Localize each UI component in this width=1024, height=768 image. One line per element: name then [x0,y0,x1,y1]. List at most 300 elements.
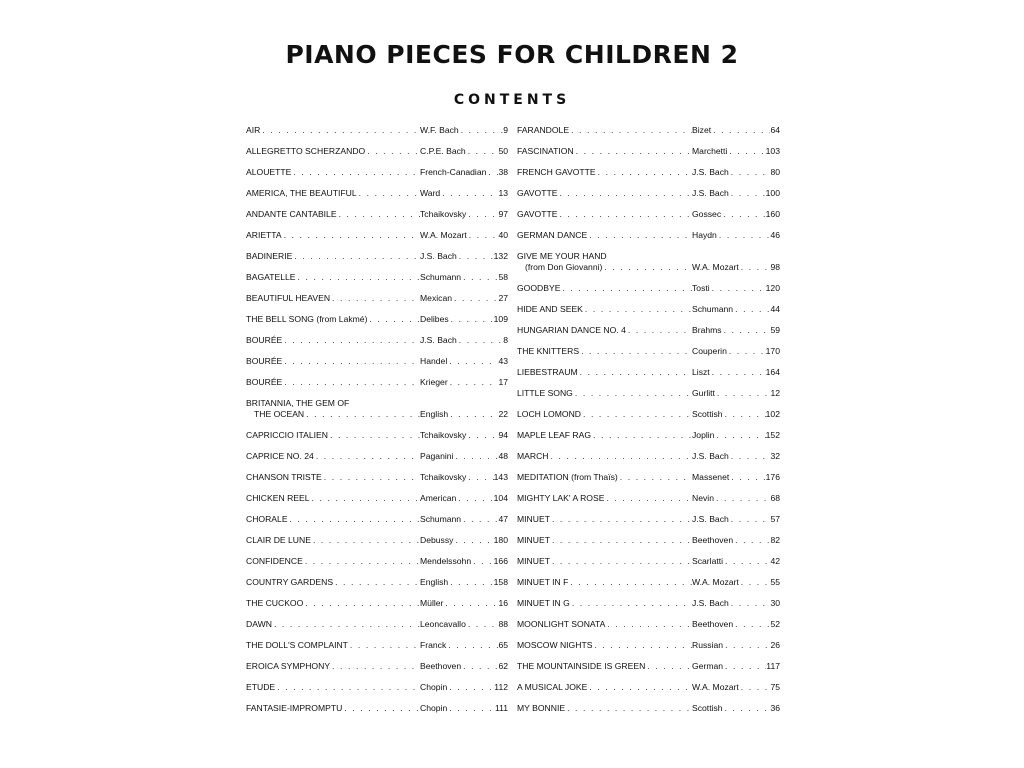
composer-and-page [692,388,780,399]
entry-page-number: 50 [498,146,508,156]
dot-leader [296,272,420,283]
dot-leader [605,619,692,630]
composer-and-page [420,472,508,483]
entry-title: THE KNITTERS [517,346,580,356]
composer-and-page [692,325,780,336]
entry-composer: German [692,661,724,671]
contents-entry [517,325,780,336]
composer-and-page [692,535,780,546]
dot-leader [303,598,420,609]
dot-leader [570,598,692,609]
contents-entry [517,451,780,462]
dot-leader [486,167,498,178]
contents-entry [517,682,780,693]
entry-composer: J.S. Bach [692,598,729,608]
composer-and-page [692,577,780,588]
entry-title: LITTLE SONG [517,388,573,398]
composer-and-page [692,703,780,714]
contents-entry [517,598,780,609]
dot-leader [602,262,692,273]
composer-and-page [420,146,508,157]
entry-composer: W.A. Mozart [692,682,739,692]
entry-composer: J.S. Bach [692,451,729,461]
composer-and-page [420,335,508,346]
dot-leader [723,703,771,714]
contents-entry [517,388,780,399]
contents-entry [517,661,780,672]
dot-leader [710,283,766,294]
entry-composer: American [420,493,457,503]
composer-and-page [692,430,780,441]
entry-title: BRITANNIA, THE GEM OF [246,398,350,408]
entry-page-number: 55 [770,577,780,587]
composer-and-page [692,262,780,273]
entry-page-number: 12 [770,388,780,398]
entry-page-number: 65 [498,640,508,650]
entry-composer: J.S. Bach [420,335,457,345]
dot-leader [727,346,766,357]
contents-entry [517,409,780,420]
composer-and-page [692,472,780,483]
entry-title: MINUET IN F [517,577,569,587]
dot-leader [282,335,420,346]
composer-and-page [692,346,780,357]
composer-and-page [420,230,508,241]
contents-entry [246,535,508,546]
dot-leader [466,430,498,441]
composer-and-page [692,493,780,504]
entry-page-number: 75 [770,682,780,692]
composer-and-page [420,430,508,441]
dot-leader [739,577,771,588]
entry-title: MINUET [517,535,550,545]
dot-leader [314,451,420,462]
composer-and-page [420,493,508,504]
entry-page-number: 98 [770,262,780,272]
contents-entry [517,209,780,220]
composer-and-page [420,377,508,388]
composer-and-page [420,451,508,462]
dot-leader [626,325,692,336]
dot-leader [446,640,498,651]
dot-leader [282,230,420,241]
entry-composer: Tchaikovsky [420,430,467,440]
entry-composer: Massenet [692,472,730,482]
dot-leader [727,146,765,157]
entry-page-number: 13 [498,188,508,198]
entry-page-number: 152 [765,430,780,440]
entry-title: FARANDOLE [517,125,570,135]
composer-and-page [420,293,508,304]
dot-leader [260,125,420,136]
entry-page-number: 8 [503,335,508,345]
dot-leader [721,209,766,220]
contents-entry [246,125,508,136]
entry-page-number: 132 [493,251,508,261]
entry-title: MINUET [517,514,550,524]
entry-composer: W.A. Mozart [692,577,739,587]
composer-and-page [692,283,780,294]
entry-composer: Mexican [420,293,452,303]
composer-and-page [692,304,780,315]
entry-page-number: 158 [493,577,508,587]
entry-title: GIVE ME YOUR HAND [517,251,607,261]
entry-title: ETUDE [246,682,276,692]
entry-page-number: 176 [765,472,780,482]
contents-entry [517,493,780,504]
dot-leader [717,230,771,241]
dot-leader [342,703,420,714]
composer-and-page [692,188,780,199]
entry-page-number: 100 [765,188,780,198]
dot-leader [573,388,692,399]
entry-page-number: 59 [770,325,780,335]
composer-and-page [692,682,780,693]
entry-composer: French-Canadian [420,167,487,177]
contents-entry [517,703,780,714]
dot-leader [457,251,494,262]
composer-and-page [692,409,780,420]
composer-and-page [420,356,508,367]
dot-leader [714,430,765,441]
composer-and-page [420,703,508,714]
entry-title: LOCH LOMOND [517,409,581,419]
contents-entry [246,314,508,325]
entry-page-number: 160 [765,209,780,219]
composer-and-page [692,514,780,525]
entry-page-number: 38 [498,167,508,177]
contents-entry [517,146,780,157]
composer-and-page [692,167,780,178]
dot-leader [550,556,692,567]
dot-leader [348,640,420,651]
entry-composer: Delibes [420,314,449,324]
entry-title: FASCINATION [517,146,574,156]
dot-leader [288,514,420,525]
entry-page-number: 52 [770,619,780,629]
dot-leader [461,514,498,525]
dot-leader [447,356,498,367]
entry-page-number: 109 [493,314,508,324]
entry-composer: Franck [420,640,447,650]
dot-leader [581,409,692,420]
entry-composer: Mendelssohn [420,556,472,566]
dot-leader [568,577,692,588]
dot-leader [447,703,495,714]
entry-composer: Scottish [692,703,723,713]
composer-and-page [692,556,780,567]
dot-leader [565,703,692,714]
composer-and-page [420,577,508,588]
entry-title: MIGHTY LAK' A ROSE [517,493,605,503]
dot-leader [739,262,771,273]
dot-leader [583,304,692,315]
entry-composer: Schumann [420,514,462,524]
entry-title: AIR [246,125,261,135]
contents-entry [517,640,780,651]
entry-title: MAPLE LEAF RAG [517,430,592,440]
entry-page-number: 16 [498,598,508,608]
entry-page-number: 120 [765,283,780,293]
entry-composer: W.A. Mozart [692,262,739,272]
entry-title: MARCH [517,451,549,461]
entry-title: FANTASIE-IMPROMPTU [246,703,343,713]
entry-title: FRENCH GAVOTTE [517,167,596,177]
dot-leader [557,188,692,199]
composer-and-page [420,640,508,651]
contents-column-left [246,125,508,724]
entry-composer: Gossec [692,209,722,219]
dot-leader [596,167,692,178]
contents-entry [517,535,780,546]
entry-page-number: 46 [770,230,780,240]
entry-page-number: 58 [498,272,508,282]
entry-composer: J.S. Bach [692,167,729,177]
dot-leader [330,661,420,672]
dot-leader [723,556,770,567]
entry-title: CAPRICCIO ITALIEN [246,430,328,440]
dot-leader [579,346,692,357]
contents-entry [517,283,780,294]
entry-composer: Liszt [692,367,710,377]
contents-entry [517,125,780,136]
entry-composer: Brahms [692,325,722,335]
entry-page-number: 62 [498,661,508,671]
entry-composer: Tchaikovsky [420,209,467,219]
entry-title: ALOUETTE [246,167,292,177]
contents-column-right [517,125,780,724]
composer-and-page [420,514,508,525]
dot-leader [592,640,692,651]
entry-page-number: 170 [765,346,780,356]
entry-title: AMERICA, THE BEAUTIFUL [246,188,357,198]
dot-leader [365,146,420,157]
composer-and-page [420,556,508,567]
dot-leader [448,409,498,420]
contents-entry [517,230,780,241]
entry-page-number: 36 [770,703,780,713]
dot-leader [618,472,692,483]
dot-leader [453,535,493,546]
contents-entry [517,167,780,178]
dot-leader [560,283,692,294]
entry-composer: Müller [420,598,444,608]
entry-composer: English [420,577,449,587]
entry-title: THE CUCKOO [246,598,304,608]
contents-entry [517,577,780,588]
entry-composer: C.P.E. Bach [420,146,466,156]
dot-leader [471,556,494,567]
dot-leader [587,682,692,693]
entry-page-number: 111 [494,703,508,713]
dot-leader [729,514,771,525]
contents-entry [246,682,508,693]
composer-and-page [420,535,508,546]
dot-leader [292,251,420,262]
entry-page-number: 164 [765,367,780,377]
entry-page-number: 94 [498,430,508,440]
dot-leader [604,493,692,504]
contents-entry [517,514,780,525]
contents-entry [246,472,508,483]
entry-title: MY BONNIE [517,703,566,713]
entry-composer: Haydn [692,230,717,240]
dot-leader [457,335,503,346]
dot-leader [367,314,420,325]
entry-page-number: 117 [766,661,780,671]
composer-and-page [692,209,780,220]
composer-and-page [420,125,508,136]
contents-entry [517,619,780,630]
dot-leader [711,125,770,136]
entry-title: EROICA SYMPHONY [246,661,331,671]
entry-composer: Russian [692,640,724,650]
contents-entry [246,619,508,630]
dot-leader [733,535,770,546]
dot-leader [311,535,420,546]
entry-composer: Ward [420,188,441,198]
contents-entry [246,167,508,178]
entry-page-number: 30 [770,598,780,608]
entry-title: A MUSICAL JOKE [517,682,588,692]
contents-entry [246,493,508,504]
composer-and-page [692,661,780,672]
composer-and-page [420,619,508,630]
entry-title: BOURÉE [246,356,283,366]
dot-leader [729,598,771,609]
entry-title: BOURÉE [246,335,283,345]
entry-page-number: 103 [765,146,780,156]
contents-entry [517,188,780,199]
dot-leader [578,367,692,378]
dot-leader [453,451,498,462]
entry-composer: Krieger [420,377,448,387]
dot-leader [282,377,420,388]
entry-page-number: 68 [770,493,780,503]
entry-title: ALLEGRETTO SCHERZANDO [246,146,366,156]
contents-entry [517,304,780,315]
entry-title-continued: THE OCEAN [254,409,305,419]
entry-title-line-2 [517,262,780,273]
dot-leader [550,535,692,546]
entry-title: CHANSON TRISTE [246,472,322,482]
entry-title: GAVOTTE [517,209,558,219]
entry-composer: Debussy [420,535,454,545]
dot-leader [710,367,766,378]
dot-leader [574,146,692,157]
contents-entry [246,640,508,651]
dot-leader [466,472,493,483]
composer-and-page [692,146,780,157]
dot-leader [733,304,770,315]
entry-title-line-2 [246,409,508,420]
dot-leader [466,619,499,630]
entry-composer: Handel [420,356,448,366]
entry-title: GAVOTTE [517,188,558,198]
entry-title: ANDANTE CANTABILE [246,209,337,219]
entry-composer: Joplin [692,430,715,440]
dot-leader [275,682,420,693]
composer-and-page [420,272,508,283]
entry-page-number: 26 [770,640,780,650]
entry-composer: Beethoven [692,619,734,629]
dot-leader [729,188,766,199]
dot-leader [723,409,766,420]
dot-leader [443,598,498,609]
contents-entry [246,398,508,420]
entry-page-number: 112 [494,682,508,692]
entry-title: MOSCOW NIGHTS [517,640,593,650]
entry-page-number: 40 [498,230,508,240]
contents-entry [517,346,780,357]
entry-composer: Leoncavallo [420,619,466,629]
composer-and-page [420,682,508,693]
contents-entry [246,335,508,346]
entry-page-number: 42 [770,556,780,566]
entry-title: MINUET [517,556,550,566]
entry-composer: J.S. Bach [420,251,457,261]
dot-leader [466,209,498,220]
entry-page-number: 82 [770,535,780,545]
entry-page-number: 97 [498,209,508,219]
contents-entry [246,209,508,220]
dot-leader [557,209,692,220]
entry-composer: J.S. Bach [692,188,729,198]
entry-composer: Paganini [420,451,454,461]
dot-leader [729,167,771,178]
entry-title: DAWN [246,619,272,629]
composer-and-page [692,367,780,378]
entry-composer: W.A. Mozart [420,230,467,240]
entry-title: BOURÉE [246,377,283,387]
entry-composer: Schumann [420,272,462,282]
entry-title: HIDE AND SEEK [517,304,583,314]
dot-leader [591,430,692,441]
dot-leader [447,682,494,693]
dot-leader [723,661,766,672]
entry-title-continued: (from Don Giovanni) [525,262,603,272]
entry-page-number: 17 [498,377,508,387]
contents-entry [517,556,780,567]
entry-title: THE DOLL'S COMPLAINT [246,640,348,650]
dot-leader [466,146,499,157]
dot-leader [452,293,498,304]
entry-title: ARIETTA [246,230,282,240]
dot-leader [272,619,420,630]
entry-title: CHICKEN REEL [246,493,310,503]
contents-entry [246,356,508,367]
dot-leader [739,682,771,693]
entry-page-number: 80 [770,167,780,177]
contents-entry [246,661,508,672]
entry-composer: Schumann [692,304,734,314]
contents-entry [246,556,508,567]
composer-and-page [692,598,780,609]
contents-entry [246,146,508,157]
entry-page-number: 32 [770,451,780,461]
composer-and-page [420,661,508,672]
dot-leader [330,293,420,304]
dot-leader [549,451,692,462]
entry-title: THE MOUNTAINSIDE IS GREEN [517,661,646,671]
dot-leader [714,493,770,504]
entry-page-number: 64 [770,125,780,135]
entry-page-number: 43 [498,356,508,366]
entry-page-number: 166 [493,556,508,566]
composer-and-page [420,598,508,609]
entry-composer: Marchetti [692,146,728,156]
dot-leader [645,661,692,672]
